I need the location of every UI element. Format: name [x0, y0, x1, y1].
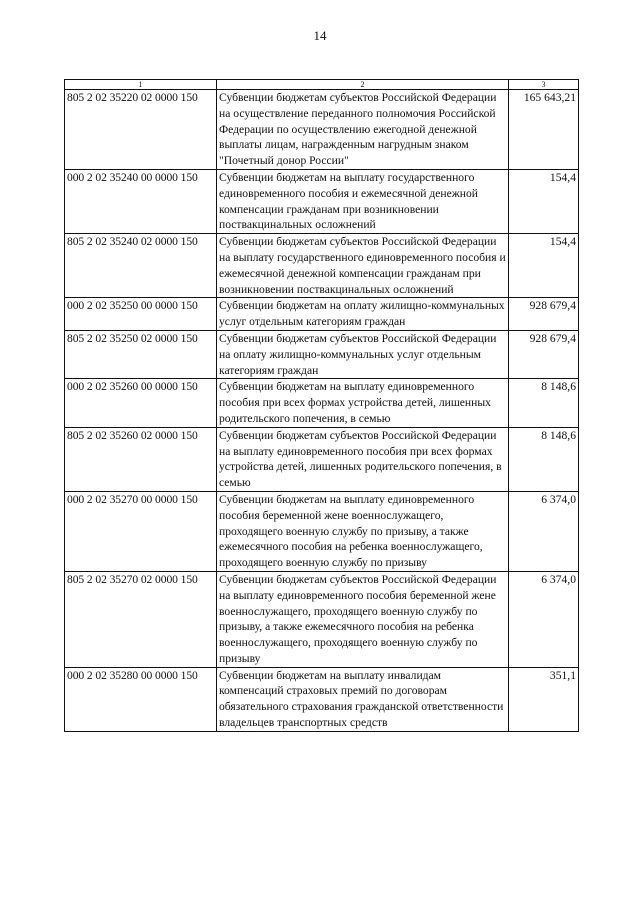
column-header-name: 2 [217, 80, 509, 90]
table-row [65, 427, 579, 491]
budget-code: 000 2 02 35260 00 0000 150 [65, 379, 217, 427]
budget-item-name: Субвенции бюджетам на выплату инвалидам компенсаций страховых премий по договорам обязательного страхования гражданской ответственности владельцев транспортных средств [217, 667, 509, 731]
table-row [65, 90, 579, 170]
table-row [65, 379, 579, 427]
budget-amount: 154,4 [509, 234, 579, 298]
budget-code: 805 2 02 35240 02 0000 150 [65, 234, 217, 298]
budget-amount: 6 374,0 [509, 491, 579, 571]
budget-item-name: Субвенции бюджетам на выплату единовременного пособия при всех формах устройства детей, лишенных родительского попечения, в семью [217, 379, 509, 427]
budget-item-name: Субвенции бюджетам на оплату жилищно-коммунальных услуг отдельным категориям граждан [217, 298, 509, 331]
table-row [65, 571, 579, 667]
page-number: 14 [313, 28, 327, 43]
budget-code: 000 2 02 35270 00 0000 150 [65, 491, 217, 571]
budget-item-name: Субвенции бюджетам на выплату государственного единовременного пособия и ежемесячной денежной компенсации гражданам при возникновении поствакцинальных осложнений [217, 169, 509, 233]
budget-item-name: Субвенции бюджетам на выплату единовременного пособия беременной жене военнослужащего, проходящего военную службу по призыву, а также ежемесячного пособия на ребенка военнослужащего, проходящего военную службу по призыву [217, 491, 509, 571]
budget-code: 805 2 02 35270 02 0000 150 [65, 571, 217, 667]
budget-item-name: Субвенции бюджетам субъектов Российской Федерации на оплату жилищно-коммунальных услуг отдельным категориям граждан [217, 330, 509, 378]
budget-amount: 6 374,0 [509, 571, 579, 667]
budget-amount: 8 148,6 [509, 427, 579, 491]
budget-code: 000 2 02 35250 00 0000 150 [65, 298, 217, 331]
column-header-amount: 3 [509, 80, 579, 90]
budget-amount: 928 679,4 [509, 298, 579, 331]
budget-amount: 928 679,4 [509, 330, 579, 378]
budget-code: 805 2 02 35250 02 0000 150 [65, 330, 217, 378]
budget-code: 805 2 02 35260 02 0000 150 [65, 427, 217, 491]
table-row [65, 234, 579, 298]
budget-table [64, 79, 579, 732]
column-header-code: 1 [65, 80, 217, 90]
budget-item-name: Субвенции бюджетам субъектов Российской Федерации на осуществление переданного полномочия Российской Федерации по осуществлению ежегодной денежной выплаты лицам, награжденным нагрудным знаком "Почетный донор России" [217, 90, 509, 170]
table-row [65, 667, 579, 731]
budget-amount: 8 148,6 [509, 379, 579, 427]
budget-item-name: Субвенции бюджетам субъектов Российской Федерации на выплату единовременного пособия беременной жене военнослужащего, проходящего военную службу по призыву, а также ежемесячного пособия на ребенка военнослужащего, проходящего военную службу по призыву [217, 571, 509, 667]
table-header-row [65, 80, 579, 90]
table-row [65, 330, 579, 378]
table-row [65, 169, 579, 233]
budget-amount: 154,4 [509, 169, 579, 233]
budget-item-name: Субвенции бюджетам субъектов Российской Федерации на выплату государственного единовременного пособия и ежемесячной денежной компенсации гражданам при возникновении поствакцинальных осложнений [217, 234, 509, 298]
table-row [65, 298, 579, 331]
budget-amount: 165 643,21 [509, 90, 579, 170]
budget-code: 000 2 02 35280 00 0000 150 [65, 667, 217, 731]
budget-amount: 351,1 [509, 667, 579, 731]
budget-code: 000 2 02 35240 00 0000 150 [65, 169, 217, 233]
table-row [65, 491, 579, 571]
budget-item-name: Субвенции бюджетам субъектов Российской Федерации на выплату единовременного пособия при всех формах устройства детей, лишенных родительского попечения, в семью [217, 427, 509, 491]
budget-code: 805 2 02 35220 02 0000 150 [65, 90, 217, 170]
